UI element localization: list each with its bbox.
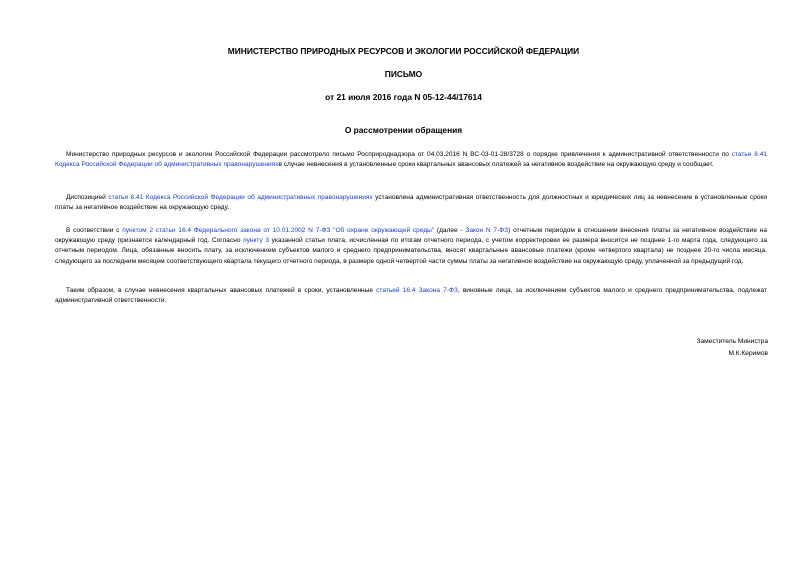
link-article-8-41[interactable]: статье 8.41 Кодекса Российской Федерации об административных правонарушениях [55, 151, 768, 169]
paragraph-text: указанной статьи плата, исчисленная по итогам отчетного периода, с учетом корректировки ее размера вносится не позднее 1-го марта года, следующего за отчетным периодом. Лица, обязанные вносить плату, за исключением субъектов малого и среднего предпринимательства, вносят квартальные авансовые платежи (кроме четвертого квартала) не позднее 20-го числа месяца, следующего за последним месяцем соответствующего квартала текущего отчетного периода, в размере одной четвертой части суммы платы за негативное воздействие на окружающую среду, уплаченной за предыдущий год. [55, 237, 767, 265]
paragraph-1 [55, 150, 767, 170]
paragraph-text: В соответствии с [66, 227, 123, 234]
paragraph-text: ) отчетным периодом в отношении внесения платы за негативное воздействие на окружающую среду признается календарный год. Согласно [55, 227, 767, 245]
document-subject: О рассмотрении обращения [344, 125, 463, 135]
document-type: ПИСЬМО [384, 69, 423, 79]
link-article-8-41-disposition[interactable]: статьи 8.41 Кодекса Российской Федерации об административных правонарушениях [108, 194, 373, 201]
signature-name: М.К.Керимов [728, 350, 768, 357]
paragraph-text: установлена административная ответственность для должностных и юридических лиц за невнесение в установленные сроки платы за негативное воздействие на окружающую среду. [55, 194, 768, 212]
link-law-7fz[interactable]: Закон N 7-ФЗ [465, 227, 509, 234]
paragraph-text: Министерство природных ресурсов и экологии Российской Федерации рассмотрело письмо Росприроднадзора от 04.03.2016 N ВС-03-01-28/3728 о порядке привлечения к административной ответственности по [66, 151, 732, 158]
paragraph-2 [55, 193, 767, 213]
paragraph-text: (далее - [434, 227, 466, 234]
link-law-7fz-article-16-4-p2[interactable]: пунктом 2 статьи 16.4 Федерального закона от 10.01.2002 N 7-ФЗ "Об охране окружающей среды" [122, 227, 435, 234]
document-date-number: от 21 июля 2016 года N 05-12-44/17614 [325, 92, 482, 102]
paragraph-4 [55, 286, 767, 306]
link-point-3[interactable]: пункту 3 [243, 237, 270, 245]
paragraph-text: Таким образом, в случае невнесения квартальных авансовых платежей в сроки, установленные [66, 287, 377, 294]
paragraph-text: в случае невнесения в установленные сроки квартальных авансовых платежей за негативное воздействие на окружающую среду и сообщает. [278, 161, 714, 169]
signature-position: Заместитель Министра [696, 338, 768, 345]
paragraph-3 [55, 226, 767, 267]
ministry-title: МИНИСТЕРСТВО ПРИРОДНЫХ РЕСУРСОВ И ЭКОЛОГИИ РОССИЙСКОЙ ФЕДЕРАЦИИ [227, 46, 580, 56]
paragraph-text: , виновные лица, за исключением субъектов малого и среднего предпринимательства, подлежат административной ответственности. [55, 287, 767, 305]
paragraph-text: Диспозицией [66, 194, 109, 201]
link-article-16-4-7fz[interactable]: статьей 16.4 Закона 7-ФЗ [376, 287, 458, 294]
